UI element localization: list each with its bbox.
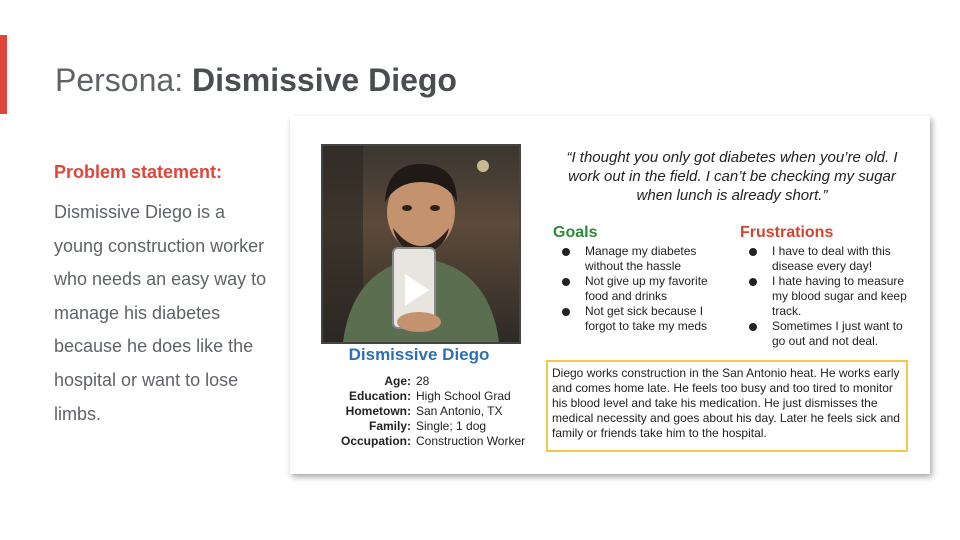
persona-photo: [321, 144, 521, 344]
fact-education: [290, 389, 548, 404]
fact-label: Occupation:: [340, 434, 411, 448]
goal-text: Not give up my favorite food and drinks: [585, 274, 708, 303]
frustration-item: [749, 274, 909, 319]
goal-item: [562, 274, 727, 304]
persona-card: [290, 116, 930, 474]
accent-bar: [0, 35, 7, 114]
goals-list: [562, 244, 727, 334]
problem-statement-heading: Problem statement:: [54, 162, 223, 182]
fact-value: 28: [416, 374, 430, 388]
persona-facts: [290, 374, 548, 449]
fact-value: San Antonio, TX: [416, 404, 503, 418]
fact-label: Family:: [368, 419, 411, 433]
fact-value: Construction Worker: [416, 434, 526, 448]
problem-statement-body: Dismissive Diego is a young construction worker who needs an easy way to manage his diabetes because he does like the hospital or want to lose limbs.: [54, 202, 267, 424]
frustration-item: [749, 319, 909, 349]
bullet-icon: [562, 278, 570, 286]
fact-occupation: [290, 434, 548, 449]
frustration-text: Sometimes I just want to go out and not deal.: [772, 319, 903, 348]
frustrations-list: [749, 244, 909, 349]
persona-name: Dismissive Diego: [348, 345, 490, 364]
fact-hometown: [290, 404, 548, 419]
goal-text: Manage my diabetes without the hassle: [585, 244, 697, 273]
fact-label: Age:: [384, 374, 411, 388]
frustration-item: [749, 244, 909, 274]
frustration-text: I have to deal with this disease every day!: [772, 244, 891, 273]
slide-title: [55, 62, 457, 99]
portrait-selfie-photo-icon: [323, 146, 519, 342]
bullet-icon: [562, 248, 570, 256]
goal-item: [562, 244, 727, 274]
bullet-icon: [562, 308, 570, 316]
fact-label: Hometown:: [345, 404, 411, 418]
title-prefix: Persona:: [55, 62, 192, 98]
goal-text: Not get sick because I forgot to take my meds: [585, 304, 708, 333]
fact-family: [290, 419, 548, 434]
title-persona-name: Dismissive Diego: [191, 62, 457, 98]
fact-value: Single; 1 dog: [416, 419, 487, 433]
fact-age: [290, 374, 548, 389]
bullet-icon: [749, 248, 757, 256]
fact-label: Education:: [349, 389, 411, 403]
persona-story: Diego works construction in the San Antonio heat. He works early and comes home late. He feels too busy and too tired to monitor his blood level and take his medication. He just dismisses the medical necessity and goes about his day. Later he feels sick and family or friends take him to the hospital.: [546, 360, 908, 452]
bullet-icon: [749, 278, 757, 286]
goals-heading: Goals: [553, 224, 598, 241]
goal-item: [562, 304, 727, 334]
frustrations-heading: Frustrations: [740, 224, 834, 241]
bullet-icon: [749, 323, 757, 331]
frustration-text: I hate having to measure my blood sugar and keep track.: [772, 274, 907, 318]
persona-quote: “I thought you only got diabetes when you’re old. I work out in the field. I can’t be checking my sugar when lunch is already short.”: [566, 149, 898, 204]
fact-value: High School Grad: [416, 389, 511, 403]
